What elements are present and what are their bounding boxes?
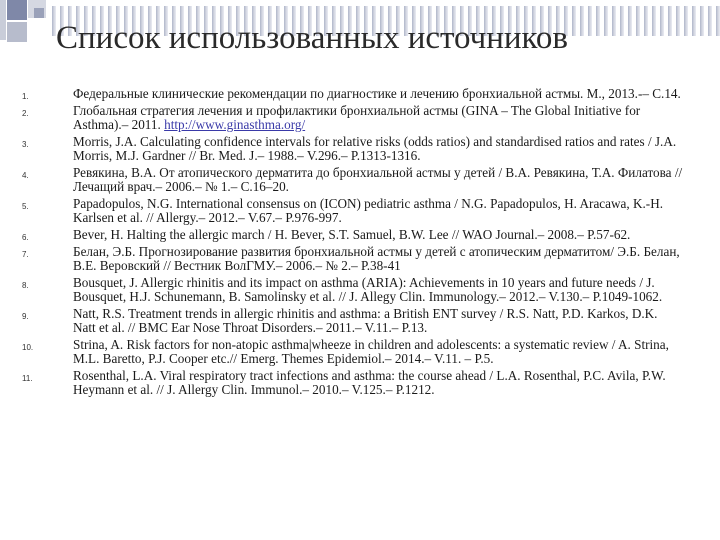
reference-text: Strina, A. Risk factors for non-atopic asthma|wheeze in children and adolescents: a systematic review / A. Strina, M.L. Baretto, P.J. Cooper etc.// Emerg. Themes Epidemiol.– 2014.– V.11. – P.5. [73,337,669,366]
list-item [0,369,683,397]
list-item [0,276,683,304]
list-item [0,338,683,366]
list-item [0,87,683,101]
list-item [0,104,683,132]
reference-text: Ревякина, В.А. От атопического дерматита до бронхиальной астмы у детей / В.А. Ревякина, Т.А. Филатова // Лечащий врач.– 2006.– № 1.– С.16–20. [73,165,683,194]
list-number: 10. [22,343,34,352]
reference-text: Morris, J.A. Calculating confidence intervals for relative risks (odds ratios) and standardised ratios and rates / J.A. Morris, M.J. Gardner // Br. Med. J.– 1988.– V.296.– P.1313-1316. [73,134,677,163]
reference-text: Papadopulos, N.G. International consensus on (ICON) pediatric asthma / N.G. Papadopulos, H. Aracawa, K.-H. Karlsen et al. // Allergy.– 2012.– V.67.– P.976-997. [73,196,664,225]
list-number: 9. [22,312,29,321]
list-number: 3. [22,140,29,149]
list-item [0,245,683,273]
list-number: 8. [22,281,29,290]
reference-text: Белан, Э.Б. Прогнозирование развития бронхиальной астмы у детей с атопическим дерматитом/ Э.Б. Белан, В.Е. Веровский // Вестник ВолГМУ.– 2006.– № 2.– Р.38-41 [73,244,680,273]
reference-text: Rosenthal, L.A. Viral respiratory tract infections and asthma: the course ahead / L.A. Rosenthal, P.C. Avila, P.W. Heymann et al. // J. Allergy Clin. Immunol.– 2010.– V.125.– P.1212. [73,368,666,397]
reference-text: Федеральные клинические рекомендации по диагностике и лечению бронхиальной астмы. М., 2013.-– С.14. [73,86,681,101]
list-item [0,166,683,194]
list-number: 4. [22,171,29,180]
reference-text: Глобальная стратегия лечения и профилактики бронхиальной астмы (GINA – The Global Initiative for Asthma).– 2011. [73,103,641,132]
reference-text: Natt, R.S. Treatment trends in allergic rhinitis and asthma: a British ENT survey / R.S. Natt, P.D. Karkos, D.K. Natt et al. // BMC Ear Nose Throat Disorders.– 2011.– V.11.– P.13. [73,306,658,335]
list-number: 1. [22,92,29,101]
list-number: 5. [22,202,29,211]
list-number: 6. [22,233,29,242]
reference-text: Bousquet, J. Allergic rhinitis and its impact on asthma (ARIA): Achievements in 10 years and future needs / J. Bousquet, H.J. Schunemann, B. Samolinsky et al. // J. Allegy Clin. Immunology.– 2012.– V.130.– P.1049-1062. [73,275,663,304]
list-item [0,135,683,163]
list-number: 2. [22,109,29,118]
reference-list [0,87,720,400]
list-item [0,228,683,242]
page-title: Список использованных источников [56,20,568,56]
reference-link[interactable]: http://www.ginasthma.org/ [164,117,306,132]
list-item [0,197,683,225]
reference-text: Bever, H. Halting the allergic march / H. Bever, S.T. Samuel, B.W. Lee // WAO Journal.– 2008.– P.57-62. [73,227,631,242]
list-number: 11. [22,374,33,383]
list-item [0,307,683,335]
list-number: 7. [22,250,29,259]
